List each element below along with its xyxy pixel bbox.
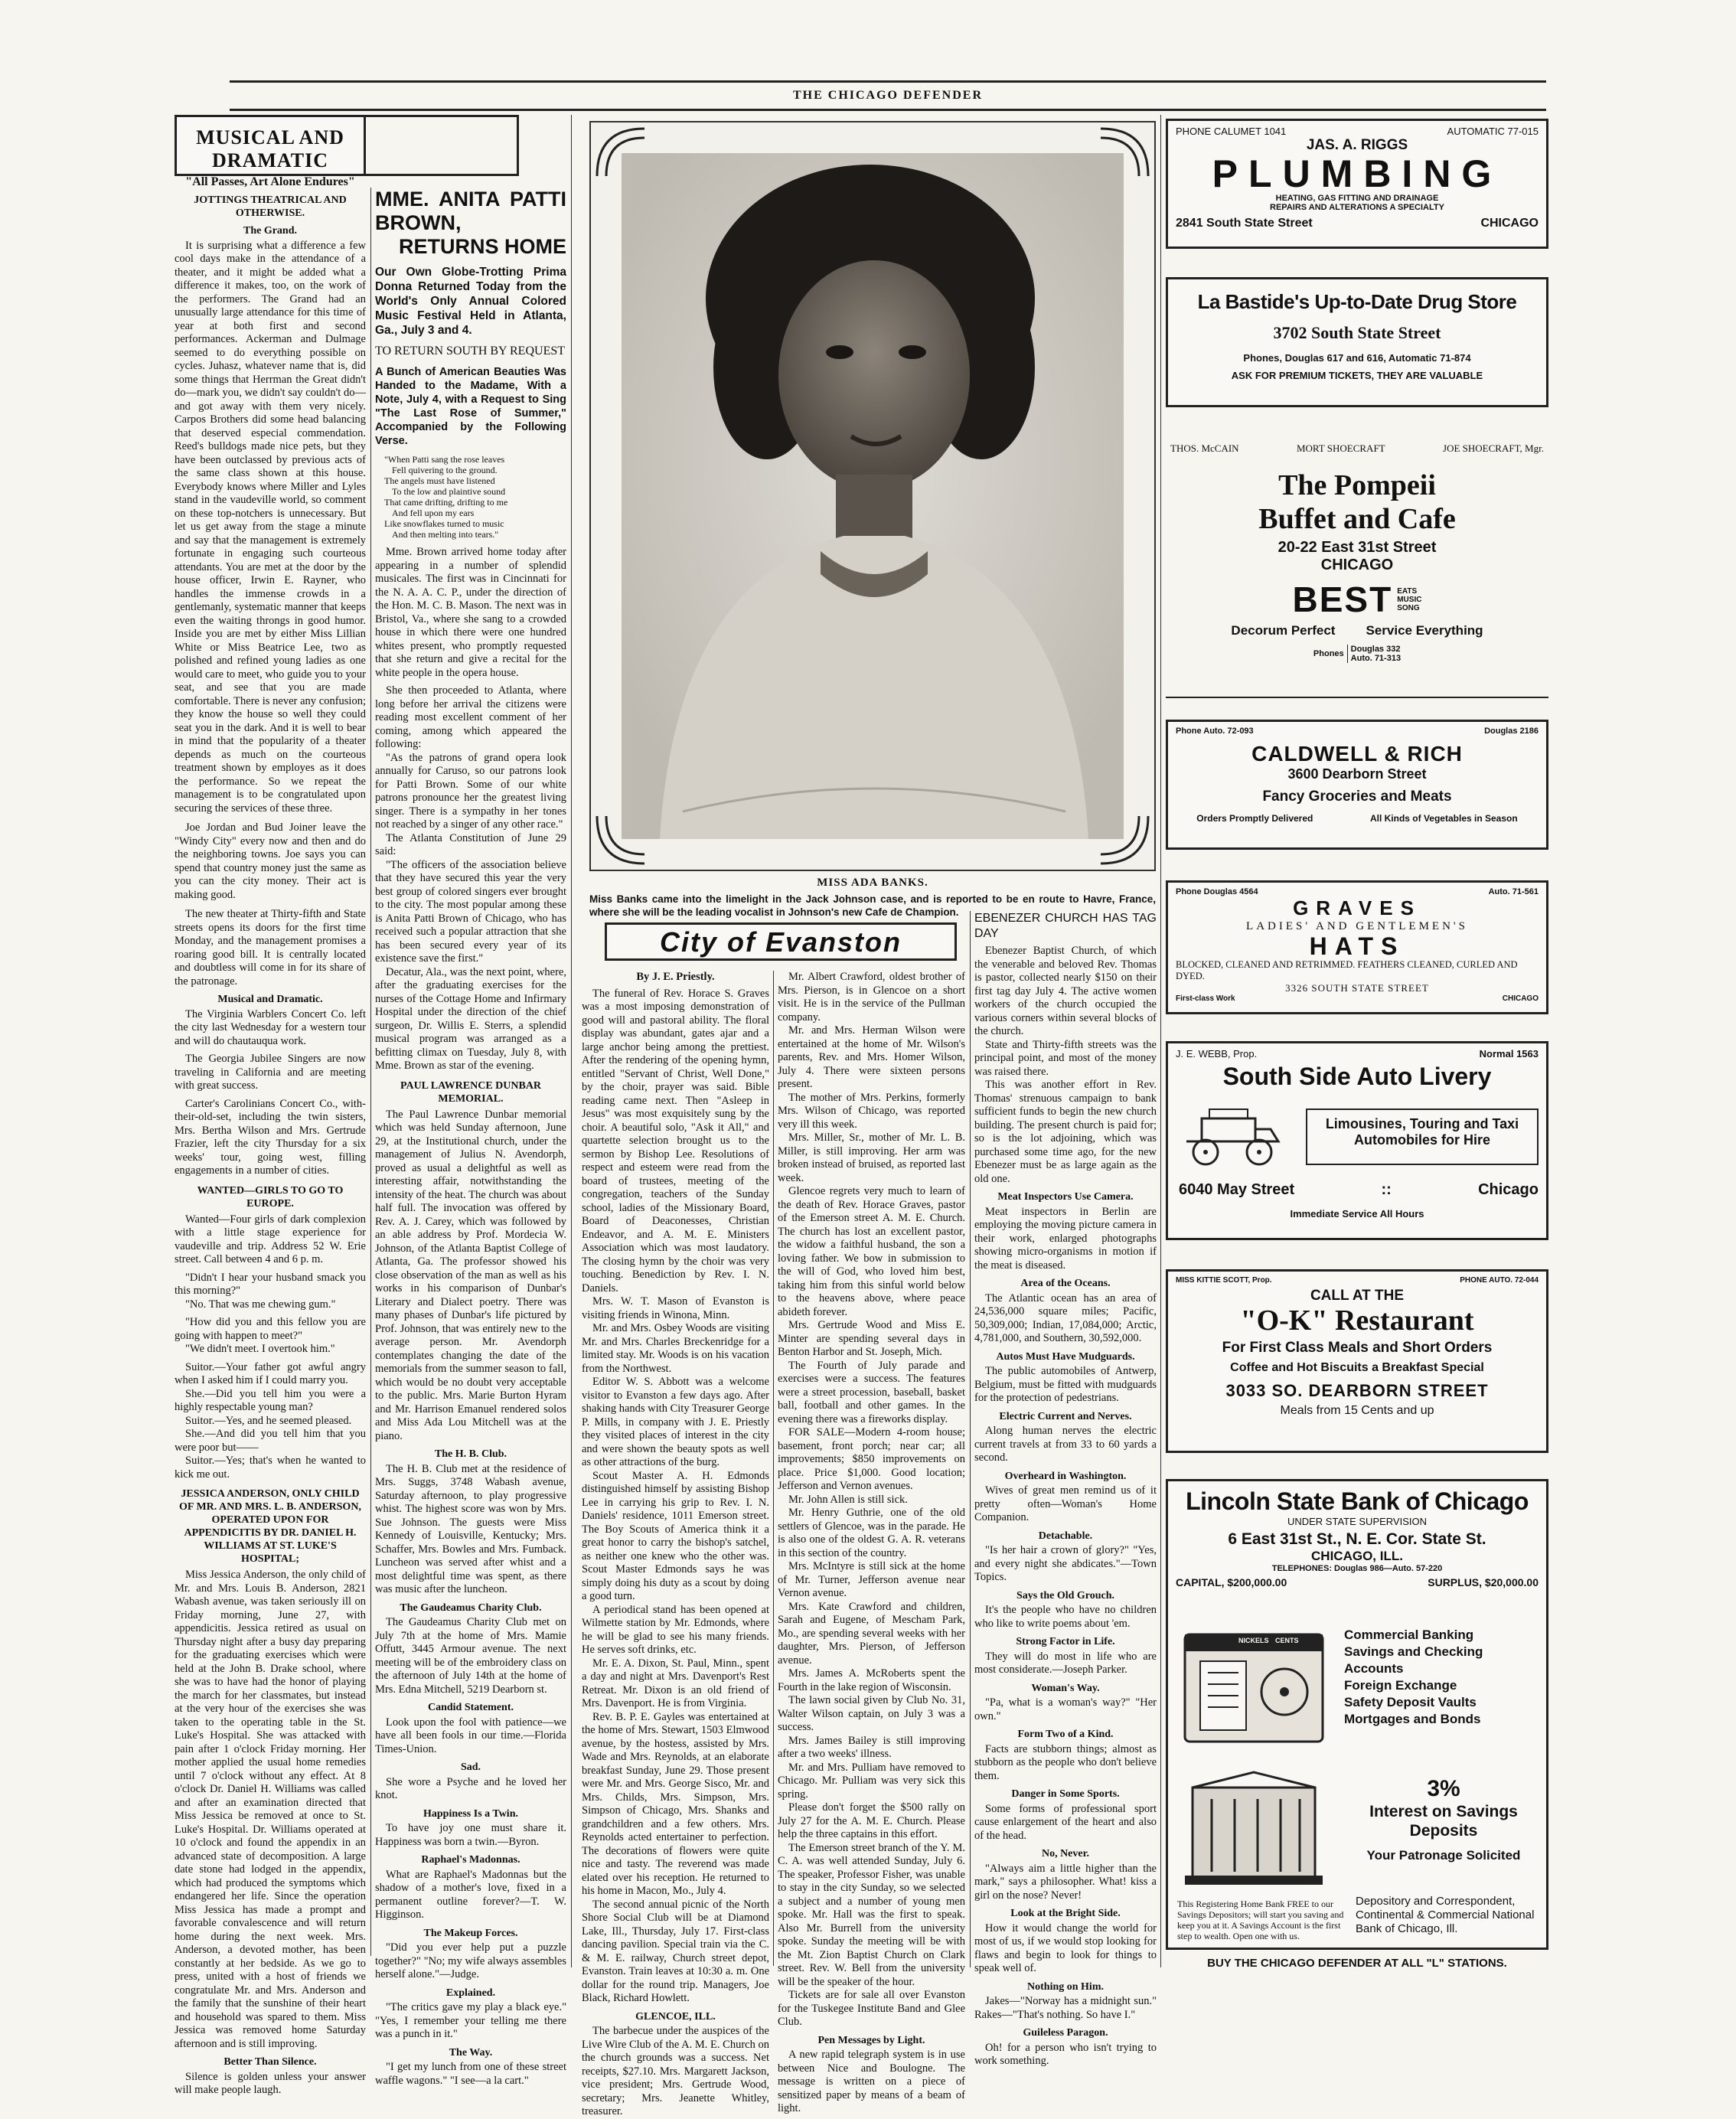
brief-body: Jakes—"Norway has a midnight sun." Rakes—"That's nothing. So have I.": [974, 1995, 1157, 2021]
brief-body: Meat inspectors in Berlin are employing the moving picture camera in their work, enlarged photographs showing micro-organisms in motion if the meat is diseased.: [974, 1205, 1157, 1272]
evanston-paragraph: Mr. E. A. Dixon, St. Paul, Minn., spent a day and night at Mrs. Davenport's Rest Retreat. Mr. Dixon is an old friend of Mrs. Davenport. He is from Virginia.: [582, 1657, 769, 1709]
pompeii-address: 20-22 East 31st Street: [1278, 539, 1437, 556]
md-article: The Virginia Warblers Concert Co. left the city last Wednesday for a western tour and will do chautauqua work.: [175, 1007, 366, 1047]
portrait-photo: [591, 122, 1154, 870]
pompeii-phone: Auto. 71-313: [1350, 654, 1402, 663]
riggs-name: JAS. A. RIGGS: [1306, 137, 1408, 153]
wanted-heading: WANTED—GIRLS TO GO TO EUROPE.: [197, 1184, 344, 1210]
pen-heading: Pen Messages by Light.: [817, 2034, 925, 2046]
evanston-paragraph: FOR SALE—Modern 4-room house; basement, front porch; near car; all improvements; $850 improvements on place. Price $1,000. Good location; Jefferson and Vernon avenues.: [778, 1426, 965, 1492]
column-rule: [970, 911, 971, 1967]
evanston-paragraph: Mrs. Gertrude Wood and Miss E. Minter are spending several days in Benton Harbor and St. Joseph, Mich.: [778, 1319, 965, 1358]
riggs-city: CHICAGO: [1480, 217, 1539, 230]
ok-line: Coffee and Hot Biscuits a Breakfast Special: [1230, 1361, 1484, 1374]
bank-services: [1344, 1627, 1543, 1728]
column-5: [974, 911, 1157, 2067]
wanted-article: Wanted—Four girls of dark complexion with a little stage experience for vaudeville and trip. Address 52 W. Erie street. Call between 4 and 6 p. m.: [175, 1213, 366, 1265]
brief-body: Along human nerves the electric current travels at from 33 to 60 yards a second.: [974, 1425, 1157, 1464]
pompeii-music: MUSIC: [1397, 595, 1422, 604]
bank-title: Lincoln State Bank of Chicago: [1186, 1487, 1529, 1515]
happy-article: To have joy one must share it. Happiness was born a twin.—Byron.: [375, 1822, 566, 1848]
brief-heading: Form Two of a Kind.: [1017, 1729, 1114, 1740]
brief-body: "Always aim a little higher than the mark," says a philosopher. What! kiss a girl on the nose? Never!: [974, 1862, 1157, 1902]
pompeii-song: SONG: [1397, 603, 1420, 612]
brief-body: Some forms of professional sport cause enlargement of the heart and also of the head.: [974, 1802, 1157, 1842]
joke-line: She.—Did you tell him you were a highly respectable young man?: [175, 1387, 366, 1413]
makeup-heading: The Makeup Forces.: [423, 1927, 518, 1939]
automobile-icon: [1179, 1105, 1286, 1170]
raphael-article: What are Raphael's Madonnas but the shadow of a mother's love, fixed in a permanent outline forever?—T. W. Higginson.: [375, 1868, 566, 1921]
pompeii-phone: Douglas 332: [1350, 645, 1401, 654]
evanston-paragraph: Mrs. James Bailey is still improving after a two weeks' illness.: [778, 1734, 965, 1760]
evanston-paragraph: The mother of Mrs. Perkins, formerly Mrs. Wilson of Chicago, was reported very ill this week.: [778, 1091, 965, 1131]
explained-article: "The critics gave my play a black eye." "Yes, I remember your telling me there was a punch in it.": [375, 2001, 566, 2040]
bank-service: Savings and Checking Accounts: [1344, 1644, 1483, 1676]
jessica-article: Miss Jessica Anderson, the only child of Mr. and Mrs. Louis B. Anderson, 2821 Wabash avenue, was taken seriously ill on Friday morning, June 27, with appendicitis. Jessica retired as usual on Thursday night after a busy day preparing for the graduating exercises which were held at the John B. Drake school, where she was to have had the honor of playing the march for her classmates, but instead at the very hour of the exercises she was taken to the operating table in the St. Luke's Hospital. She was attacked with pain after 1 o'clock Friday morning. Her mother applied the usual home remedies until 7 o'clock without any effect. At 8 o'clock Dr. Daniel H. Williams was called and after an examination directed that Miss Jessica be removed at once to St. Luke's Hospital. Dr. Williams operated at 10 o'clock and found the appendix in an advanced state of decomposition. A large date stone had lodged in the appendix, which had produced the symptoms which endangered her life. Since the operation Miss Jessica has made a prompt and favorable convalescence and will return home during the next week. Mrs. Anderson, a devoted mother, has been constantly at her bedside. As we go to press, united with a host of friends we congratulate Mr. and Mrs. Anderson and the family that the sunshine of their heart and household was spared to them. Miss Jessica was removed home Saturday afternoon and is still improving.: [175, 1569, 366, 2050]
brief-body: How it would change the world for most of us, if we would stop looking for flaws and begin to look for things to speak well of.: [974, 1921, 1157, 1974]
brief-heading: Guileless Paragon.: [1023, 2027, 1108, 2039]
evanston-paragraph: Please don't forget the $500 rally on July 27 for the A. M. E. Church. Please help the three captains in this effort.: [778, 1801, 965, 1840]
evanston-paragraph: Mr. John Allen is still sick.: [788, 1493, 908, 1506]
ad-ok-restaurant: [1166, 1269, 1548, 1453]
silence-article: Silence is golden unless your answer will make people laugh.: [175, 2070, 366, 2096]
brief-body: "Is her hair a crown of glory?" "Yes, and every night she abdicates."—Town Topics.: [974, 1544, 1157, 1583]
evanston-paragraph: Mrs. McIntyre is still sick at the home of Mr. Turner, Jefferson avenue near Vernon avenue.: [778, 1560, 965, 1599]
gaud-heading: The Gaudeamus Charity Club.: [400, 1601, 542, 1614]
ad-riggs: [1166, 119, 1548, 249]
evanston-left-column: [582, 971, 769, 2117]
evanston-paragraph: Mrs. Kate Crawford and children, Sarah and Eugene, of Mescham Park, Mo., are spending several weeks with her daughter, Mrs. Pierson, of Jefferson avenue.: [778, 1600, 965, 1667]
masthead: THE CHICAGO DEFENDER: [230, 80, 1546, 111]
explained-heading: Explained.: [445, 1987, 496, 1999]
brief-heading: Autos Must Have Mudguards.: [996, 1350, 1135, 1363]
patti-paragraph: She then proceeded to Atlanta, where long before her arrival the citizens were reading most excellent comment of her coming, among which appeared the following:: [375, 684, 566, 750]
webb-box-line: Automobiles for Hire: [1353, 1132, 1490, 1148]
evanston-paragraph: Mr. Henry Guthrie, one of the old settlers of Glencoe, was in the parade. He is also one of the oldest G. A. R. veterans in this section of the country.: [778, 1507, 965, 1559]
grand-heading: The Grand.: [243, 225, 297, 237]
column-rule: [370, 188, 371, 1956]
patti-deck: Our Own Globe-Trotting Prima Donna Returned Today from the World's Only Annual Colored Music Festival Held in Atlanta, Ga., July 3 and 4.: [375, 266, 566, 337]
bank-address: 6 East 31st St., N. E. Cor. State St.: [1228, 1530, 1486, 1548]
pen-article: A new rapid telegraph system is in use between Nice and Boulogne. The message is written on a piece of sensitized paper by means of a beam of light.: [778, 2049, 965, 2114]
ebenezer-article-3: This was another effort in Rev. Thomas' strenuous campaign to bank sufficient funds to begin the new church building. The present church is paid for; so is the lot adjoining, which was purchased some time ago, for the new Ebenezer must be as large again as the old one.: [974, 1079, 1157, 1185]
graves-hats: HATS: [1309, 932, 1405, 960]
graves-footer: First-class Work: [1176, 994, 1235, 1003]
labastide-title: La Bastide's Up-to-Date Drug Store: [1197, 290, 1517, 313]
hb-article: The H. B. Club met at the residence of Mrs. Suggs, 3748 Wabash avenue, Saturday afternoon, to play progressive whist. The highest score was won by Mrs. Sue Johnson. The guests were Miss Kennedy of Louisville, Kentucky; Mrs. Schaffer, Mrs. Bowles and Mrs. Fumback. Luncheon was served after whist and a most delightful time was spent, as there was music after the luncheon.: [375, 1462, 566, 1595]
pompeii-tagline: Service Everything: [1366, 623, 1483, 638]
home-bank-icon: [1177, 1768, 1338, 1895]
riggs-automatic: AUTOMATIC 77-015: [1447, 126, 1539, 137]
evanston-paragraph: Mrs. Miller, Sr., mother of Mr. L. B. Miller, is still improving. Her arm was broken instead of bruised, as reported last week.: [778, 1131, 965, 1184]
webb-note: Immediate Service All Hours: [1290, 1208, 1424, 1219]
bank-depository: Depository and Correspondent, Continental & Commercial National Bank of Chicago, Ill.: [1356, 1895, 1535, 1935]
labastide-address: 3702 South State Street: [1273, 323, 1441, 342]
evanston-paragraph: Mr. and Mrs. Herman Wilson were entertained at the home of Mr. Wilson's parents, Rev. and Mrs. Homer Wilson, July 4. There were sixteen persons present.: [778, 1024, 965, 1090]
brief-heading: Danger in Some Sports.: [1011, 1788, 1120, 1800]
candid-article: Look upon the fool with patience—we have all been fools in our time.—Florida Times-Union.: [375, 1716, 566, 1755]
ok-phone: PHONE AUTO. 72-044: [1460, 1276, 1539, 1285]
brief-heading: No, Never.: [1041, 1848, 1090, 1859]
brief-heading: Meat Inspectors Use Camera.: [997, 1191, 1134, 1203]
ok-call: CALL AT THE: [1310, 1288, 1405, 1304]
patti-paragraph: The Atlanta Constitution of June 29 said:: [375, 831, 566, 857]
bank-supervision: UNDER STATE SUPERVISION: [1287, 1516, 1428, 1527]
bank-interest-rate: 3%: [1427, 1776, 1460, 1801]
riggs-plumbing: PLUMBING: [1212, 152, 1503, 195]
graves-phone: Phone Douglas 4564: [1176, 887, 1258, 896]
brief-heading: Overheard in Washington.: [1004, 1470, 1127, 1482]
jubilee-article: The Georgia Jubilee Singers are now traveling in California and are meeting with great success.: [175, 1053, 366, 1092]
graves-address: 3326 SOUTH STATE STREET: [1285, 982, 1429, 994]
footer-tagline: BUY THE CHICAGO DEFENDER AT ALL "L" STATIONS.: [1207, 1957, 1507, 1970]
sad-article: She wore a Psyche and he loved her knot.: [375, 1775, 566, 1801]
candid-heading: Candid Statement.: [427, 1702, 514, 1713]
pompeii-owner: MORT SHOECRAFT: [1296, 442, 1385, 454]
ebenezer-article-2: State and Thirty-fifth streets was the principal point, and most of the money was raised there.: [974, 1038, 1157, 1078]
jottings-heading: JOTTINGS THEATRICAL AND OTHERWISE.: [194, 194, 347, 219]
evanston-paragraph: Mrs. W. T. Mason of Evanston is visiting friends in Winona, Minn.: [582, 1295, 769, 1321]
photo-caption-name: MISS ADA BANKS.: [817, 877, 928, 889]
webb-phone: Normal 1563: [1479, 1048, 1539, 1060]
column-1: [175, 188, 366, 2096]
patti-deck2: A Bunch of American Beauties Was Handed to the Madame, With a Note, July 4, with a Request to Sing "The Last Rose of Summer," Accompanied by the Following Verse.: [375, 366, 566, 447]
ebenezer-heading: EBENEZER CHURCH HAS TAG DAY: [974, 912, 1157, 940]
silence-heading: Better Than Silence.: [224, 2056, 317, 2068]
graves-line: BLOCKED, CLEANED AND RETRIMMED. FEATHERS CLEANED, CURLED AND DYED.: [1176, 959, 1518, 981]
photo-caption-text: Miss Banks came into the limelight in the Jack Johnson case, and is reported to be en route to Havre, France, where she will be the leading vocalist in Johnson's new Cafe de Champion.: [589, 893, 1156, 918]
bank-phones: TELEPHONES: Douglas 986—Auto. 57-220: [1271, 1564, 1443, 1573]
pompeii-phones-label: Phones: [1313, 649, 1344, 658]
joke-line: "Didn't I hear your husband smack you this morning?": [175, 1271, 366, 1297]
webb-box-line: Limousines, Touring and Taxi: [1325, 1116, 1519, 1131]
bank-interest-text: Interest on Savings Deposits: [1369, 1803, 1518, 1840]
section-subtitle: "All Passes, Art Alone Endures": [185, 175, 355, 188]
bank-box-label: CENTS: [1275, 1637, 1299, 1644]
graves-phone: Auto. 71-561: [1488, 887, 1539, 896]
evanston-paragraph: Mr. and Mrs. Pulliam have removed to Chicago. Mr. Pulliam was very sick this spring.: [778, 1761, 965, 1801]
evanston-paragraph: Editor W. S. Abbott was a welcome visitor to Evanston a few days ago. After shaking hands with City Treasurer George P. Mills, in company with J. E. Priestly they visited places of interest in the city and were shown the beauty spots as well as other attractions of the burg.: [582, 1376, 769, 1468]
bank-city: CHICAGO, ILL.: [1311, 1549, 1403, 1563]
brief-body: "Pa, what is a woman's way?" "Her own.": [974, 1696, 1157, 1722]
sad-heading: Sad.: [460, 1761, 481, 1773]
riggs-line: HEATING, GAS FITTING AND DRAINAGE: [1275, 194, 1439, 203]
pompeii-owner: THOS. McCAIN: [1170, 442, 1239, 454]
brief-body: Oh! for a person who isn't trying to work something.: [974, 2041, 1157, 2067]
brief-heading: Look at the Bright Side.: [1010, 1908, 1121, 1919]
pompeii-tagline: Decorum Perfect: [1231, 623, 1336, 638]
poem-line: To the low and plaintive sound: [392, 486, 506, 497]
caldwell-footer: Orders Promptly Delivered: [1196, 813, 1313, 824]
column-rule: [1160, 115, 1161, 1967]
evanston-paragraph: The lawn social given by Club No. 31, Walter Wilson captain, on July 3 was a success.: [778, 1694, 965, 1733]
bank-box-labels: [1238, 1637, 1299, 1644]
brief-heading: Detachable.: [1038, 1530, 1093, 1542]
pompeii-city: CHICAGO: [1320, 557, 1394, 573]
brief-heading: Says the Old Grouch.: [1016, 1589, 1115, 1601]
ad-caldwell: [1166, 720, 1548, 850]
labastide-note: ASK FOR PREMIUM TICKETS, THEY ARE VALUABLE: [1231, 370, 1483, 381]
poem-line: And fell upon my ears: [392, 508, 475, 518]
photo-frame: [589, 121, 1156, 871]
section-title: MUSICAL AND DRAMATIC: [196, 126, 344, 171]
evanston-right-column: [778, 971, 965, 2114]
brief-body: The Atlantic ocean has an area of 24,536,000 square miles; Pacific, 50,309,000; Indian, 17,084,000; Arctic, 4,781,000, and Southern, 30,592,000.: [974, 1291, 1157, 1344]
joke-line: Suitor.—Your father got awful angry when I asked him if I could marry you.: [175, 1360, 366, 1386]
joke-line: Suitor.—Yes, and he seemed pleased.: [185, 1414, 352, 1427]
joke-line: "We didn't meet. I overtook him.": [185, 1343, 335, 1355]
evanston-paragraph: Rev. B. P. E. Gayles was entertained at the home of Mrs. Stewart, 1503 Elmwood avenue, by the hostess, assisted by Mrs. Wade and Mrs. Reynolds, at an elaborate breakfast Sunday, June 29. Those present were Mr. and Mrs. George Sisco, Mr. and Mrs. Childs, Mrs. Simpson, Mrs. Simpson of Chicago, Mrs. Shanks and grandchildren and a few others. Mrs. Reynolds acted entertainer to perfection. The decorations of flowers were quite nice and tasty. The reverend was made elated over his reception. He returned to his home in Macon, Mo., July 4.: [582, 1710, 769, 1897]
glencoe-article: The barbecue under the auspices of the Live Wire Club of the A. M. E. Church on the church grounds was a success. Net receipts, $27.10. Mrs. Margarett Jackson, vice president; Mrs. Gertrude Wood, secretary; Mrs. Jeanette Whitley, treasurer.: [582, 2025, 769, 2117]
joke-line: "No. That was me chewing gum.": [185, 1298, 336, 1311]
column-rule: [773, 971, 774, 1966]
brief-body: They will do most in life who are most considerate.—Joseph Parker.: [974, 1650, 1157, 1676]
brief-body: The public automobiles of Antwerp, Belgium, must be fitted with mudguards for the protection of pedestrians.: [974, 1365, 1157, 1404]
jordan-article: Joe Jordan and Bud Joiner leave the "Windy City" every now and then and do the neighboring towns. Joe says you can spend that country money just the same as you can the city money. Their act is making good.: [175, 821, 366, 901]
caldwell-footer: All Kinds of Vegetables in Season: [1369, 813, 1518, 824]
makeup-article: "Did you ever help put a puzzle together?" "No; my wife always assembles herself alone."—Judge.: [375, 1941, 566, 1980]
patti-headline: MME. ANITA PATTI BROWN, RETURNS HOME: [375, 188, 566, 258]
bank-service: Foreign Exchange: [1344, 1678, 1457, 1693]
pompeii-title: The Pompeii: [1278, 469, 1436, 501]
evanston-paragraph: Mrs. James A. McRoberts spent the Fourth in the lake region of Wisconsin.: [778, 1667, 965, 1693]
bank-service: Mortgages and Bonds: [1344, 1712, 1481, 1726]
patti-paragraph: Decatur, Ala., was the next point, where, after the graduating exercises for the nurses of the Cottage Home and Infirmary Hospital under the direction of the chief surgeon, Dr. Willis E. Sterrs, a splendid musical program was arranged as a befitting climax on Tuesday, July 8, with Mme. Brown as star of the evening.: [375, 965, 566, 1072]
joke-line: "How did you and this fellow you are going with happen to meet?": [175, 1316, 366, 1342]
column-rule: [571, 115, 572, 1967]
ok-title: "O-K" Restaurant: [1240, 1304, 1474, 1337]
webb-box: [1306, 1108, 1539, 1165]
column-2: [375, 188, 566, 2087]
patti-paragraph: "The officers of the association believe that they have secured this year the very best group of colored singers ever brought to the city. The most popular among these is Anita Patti Brown of Chicago, who has received such a popular attraction that she has been secured every year of its existence save the first.": [375, 858, 566, 965]
poem-line: And then melting into tears.": [392, 529, 499, 540]
ad-graves: [1166, 880, 1548, 1014]
evanston-paragraph: The Emerson street branch of the Y. M. C. A. was well attended Sunday, July 6. The speaker, Professor Fisher, was unable to stay in the city Sunday, so we selected a subject and a number of young men spoke. Mr. Hall was the first to speak. Also Mr. Burrell from the university spoke. Sunday the meeting will be with the Mt. Zion Baptist Church on Clark street. Rev. W. Bell from the university will be the speaker of the hour.: [778, 1841, 965, 1988]
bank-box-label: NICKELS: [1238, 1637, 1269, 1644]
bank-service: Safety Deposit Vaults: [1344, 1695, 1477, 1709]
way-heading: The Way.: [449, 2046, 493, 2059]
evanston-paragraph: Mr. Albert Crawford, oldest brother of Mrs. Pierson, is in Glencoe on a short visit. He is in the service of the Pullman company.: [778, 971, 965, 1024]
labastide-phones: Phones, Douglas 617 and 616, Automatic 71-874: [1243, 352, 1471, 364]
brief-heading: Nothing on Him.: [1027, 1980, 1104, 1993]
ok-line: For First Class Meals and Short Orders: [1222, 1340, 1493, 1356]
ok-address: 3033 SO. DEARBORN STREET: [1225, 1381, 1489, 1400]
happy-heading: Happiness Is a Twin.: [423, 1807, 518, 1820]
bank-home-bank-note: This Registering Home Bank FREE to our Savings Depositors; will start you saving and keep you at it. A Savings Account is the first step to wealth. Open one with us.: [1177, 1899, 1344, 1941]
bank-surplus: SURPLUS, $20,000.00: [1428, 1576, 1539, 1588]
pompeii-eats: EATS: [1397, 586, 1418, 596]
webb-title: South Side Auto Livery: [1222, 1063, 1492, 1090]
section-header-extension: [366, 115, 519, 176]
evanston-banner: [605, 922, 957, 961]
pompeii-title: Buffet and Cafe: [1258, 503, 1456, 535]
joke-line: She.—And did you tell him that you were poor but——: [175, 1428, 366, 1454]
evanston-paragraph: The Fourth of July parade and exercises were a success. The features were a street procession, baseball, basket ball, football and other games. In the evening there was a fireworks display.: [778, 1359, 965, 1425]
evanston-byline: By J. E. Priestly.: [636, 971, 715, 983]
webb-separator: ::: [1381, 1181, 1392, 1198]
ad-divider: [1166, 697, 1548, 698]
patti-paragraph: "As the patrons of grand opera look annually for Caruso, so our patrons look for Patti Brown. Some of our white patrons pronounce her the greatest living singer. There is a sympathy in her tones not reached by a singer of any other race.": [375, 751, 566, 831]
carter-article: Carter's Carolinians Concert Co., with-their-old-set, including the twin sisters, Mrs. Bertha Wilson and Mrs. Gertrude Frazier, left the city Thursday for a six weeks' tour, going west, filling engagements in a number of cities.: [175, 1097, 366, 1177]
graves-sub: LADIES' AND GENTLEMEN'S: [1246, 920, 1468, 932]
poem-line: Fell quivering to the ground.: [392, 465, 498, 475]
ad-pompeii: [1166, 438, 1548, 691]
patti-poem: [375, 454, 566, 540]
caldwell-sub: Fancy Groceries and Meats: [1262, 789, 1452, 805]
ebenezer-article: Ebenezer Baptist Church, of which the venerable and beloved Rev. Thomas is pastor, collected nearly $150 on their first tag day July 4. The active women workers of the church occupied the various corners within several blocks of the church.: [974, 945, 1157, 1037]
patti-request: TO RETURN SOUTH BY REQUEST: [375, 344, 566, 358]
evanston-paragraph: The funeral of Rev. Horace S. Graves was a most imposing demonstration of good will and pastoral ability. The floral display was abundant, gates ajar and a large anchor being among the prettiest. After the rendering of the opening hymn, entitled "Servant of Christ, Well Done," by the choir, prayer was said. Bible reading came next. Then "Asleep in Jesus" was most exquisitely sung by the choir. A beautiful solo, "Ask it All," and quartette selection brought us to the sermon by Bishop Lee. Resolutions of respect and esteem were read from the board of trustees, meeting of the congregation, teachers of the Sunday school, ladies of the Missionary Board, Board of Deaconesses, Christian Endeavor, and A. M. E. Ministers Association which was most laudatory. The closing hymn by the choir was very touching. Benediction by Rev. I. N. Daniels.: [582, 987, 769, 1295]
evanston-paragraph: Tickets are for sale all over Evanston for the Tuskegee Institute Band and Glee Club.: [778, 1989, 965, 2028]
webb-proprietor: J. E. WEBB, Prop.: [1176, 1048, 1258, 1060]
riggs-phone: PHONE CALUMET 1041: [1176, 126, 1287, 137]
evanston-paragraph: Glencoe regrets very much to learn of the death of Rev. Horace Graves, pastor of the Emerson street A. M. E. Church. The church has lost an excellent pastor, the widow a faithful husband, the son a loving father. We bow in submission to the will of God, who loved him best, taking him from this sinful world below to the heavens above, where peace abideth forever.: [778, 1185, 965, 1318]
brief-heading: Electric Current and Nerves.: [999, 1410, 1132, 1422]
dunbar-article: The Paul Lawrence Dunbar memorial which was held Sunday afternoon, June 29, at the Institutional church, under the management of Julius N. Avendorph, proved as usual a delightful as well as interesting affair, notwithstanding the intensity of the heat. The church was about half full. The invocation was offered by Rev. A. J. Carey, which was followed by an able address by Prof. Mordecia W. Johnson, of the Atlanta Baptist College of Atlanta, Ga. The professor showed his close observation of the man as well as his works in his comparison of Dunbar's Literary and Dialect poetry. There was many phases of Dunbar's life pictured by Prof. Johnson, that was entirely new to the average person. Mr. Avendorph contemplates changing the date of the memorials from the summer season to fall, which would be no doubt very acceptable to the public. Mrs. Marie Burton Hyram and Mr. Harrison Emanuel rendered solos and Miss Ada Lou Mitchell was at the piano.: [375, 1108, 566, 1442]
gaud-article: The Gaudeamus Charity Club met on July 7th at the home of Mrs. Mamie Offutt, 3445 Armour avenue. The next meeting will be of the embroidery class on the afternoon of July 14th at the home of Mrs. Edna Mitchell, 5219 Dearborn st.: [375, 1616, 566, 1696]
way-article: "I get my lunch from one of these street waffle wagons." "I see—a la cart.": [375, 2061, 566, 2087]
glencoe-heading: GLENCOE, ILL.: [635, 2010, 716, 2023]
caldwell-title: CALDWELL & RICH: [1251, 742, 1463, 766]
poem-line: "When Patti sang the rose leaves: [384, 454, 505, 465]
graves-footer: CHICAGO: [1502, 994, 1539, 1003]
poem-line: That came drifting, drifting to me: [384, 497, 508, 508]
new-theater-article: The new theater at Thirty-fifth and State streets opens its doors for the first time Monday, and the management promises a roaring good bill. It is centrally located and doubtless will come in for its share of the patronage.: [175, 908, 366, 988]
md-heading: Musical and Dramatic.: [217, 994, 323, 1005]
brief-heading: Woman's Way.: [1031, 1682, 1100, 1694]
raphael-heading: Raphael's Madonnas.: [421, 1854, 520, 1866]
pompeii-best: BEST: [1292, 580, 1393, 619]
bank-service: Commercial Banking: [1344, 1628, 1474, 1642]
graves-title: GRAVES: [1293, 896, 1421, 919]
evanston-paragraph: A periodical stand has been opened at Wilmette station by Mr. Edmonds, where he will be glad to see his many friends. He serves soft drinks, etc.: [582, 1603, 769, 1656]
brief-heading: Area of the Oceans.: [1020, 1278, 1111, 1289]
evanston-paragraph: Mr. and Mrs. Osbey Woods are visiting Mr. and Mrs. Charles Breckenridge for a limited stay. Mr. Woods is on his vacation from the Northwest.: [582, 1322, 769, 1375]
bank-capital: CAPITAL, $200,000.00: [1176, 1576, 1287, 1588]
poem-line: Like snowflakes turned to music: [384, 518, 504, 529]
caldwell-address: 3600 Dearborn Street: [1287, 766, 1427, 782]
riggs-line: REPAIRS AND ALTERATIONS A SPECIALTY: [1270, 203, 1444, 212]
joke-line: Suitor.—Yes; that's when he wanted to kick me out.: [175, 1455, 366, 1481]
caldwell-phone: Phone Auto. 72-093: [1176, 726, 1254, 736]
hb-heading: The H. B. Club.: [434, 1448, 507, 1460]
evanston-paragraph: The second annual picnic of the North Shore Social Club will be at Diamond Lake, Ill., Thursday, July 17. First-class dancing pavilion. Special train via the C. & M. E. railway, Church street depot, Evanston. Train leaves at 10:30 a. m. One dollar for the round trip. Managers, Joe Black, Richard Howlett.: [582, 1898, 769, 2004]
jessica-heading: JESSICA ANDERSON, ONLY CHILD OF MR. AND MRS. L. B. ANDERSON, OPERATED UPON FOR APPENDICITIS BY DR. DANIEL H. WILLIAMS AT ST. LUKE'S HOSPITAL;: [179, 1488, 361, 1565]
riggs-address: 2841 South State Street: [1176, 217, 1313, 230]
brief-heading: Strong Factor in Life.: [1016, 1636, 1115, 1647]
section-header: [175, 115, 366, 188]
evanston-banner-text: City of Evanston: [659, 926, 902, 958]
brief-body: Facts are stubborn things; almost as stubborn as the people who don't believe them.: [974, 1742, 1157, 1782]
bank-patronage: Your Patronage Solicited: [1366, 1848, 1521, 1863]
webb-city: Chicago: [1478, 1181, 1539, 1198]
brief-body: Wives of great men remind us of it pretty often—Woman's Home Companion.: [974, 1484, 1157, 1523]
pompeii-manager: JOE SHOECRAFT, Mgr.: [1443, 442, 1544, 454]
caldwell-phone: Douglas 2186: [1484, 726, 1539, 736]
ad-lincoln-bank: [1166, 1479, 1548, 1950]
bank-interest: [1344, 1776, 1543, 1863]
evanston-paragraph: Scout Master A. H. Edmonds distinguished himself by assisting Bishop Lee in carrying his grip to Rev. I. N. Daniels' residence, 1011 Emerson street. The Boy Scouts of America think it a great honor to carry the bishop's satchel, as neither one knew who the other was. Scout Master Edmonds says he was simply doing his duty as a scout by doing a good turn.: [582, 1469, 769, 1602]
ok-proprietor: MISS KITTIE SCOTT, Prop.: [1176, 1276, 1272, 1285]
jokes-list: [175, 1272, 366, 1482]
patti-paragraph: Mme. Brown arrived home today after appearing in a number of splendid musicales. The first was in Cincinnati for the N. A. A. C. P., under the direction of the Hon. M. C. B. Mason. The next was in Bristol, Va., where she sang to a crowded house in which there were one hundred whites present, who promptly requested that she return and give a recital for the white people in the opera house.: [375, 546, 566, 679]
poem-line: The angels must have listened: [384, 475, 495, 486]
ad-webb: [1166, 1041, 1548, 1240]
dunbar-heading: PAUL LAWRENCE DUNBAR MEMORIAL.: [400, 1079, 542, 1105]
webb-address: 6040 May Street: [1179, 1181, 1295, 1198]
brief-body: It's the people who have no children who like to write poems about 'em.: [974, 1604, 1157, 1630]
grand-article: It is surprising what a difference a few cool days make in the attendance of a theater, and it might be added what a difference it makes, too, on the work of the performers. The Grand had an unusually large attendance for this time of year at both first and second performances. Ackerman and Dulmage seemed to do everything possible on cycles. Juhasz, whatever name that is, did some things that Herrman the Great didn't do—mark you, we didn't say couldn't do—and got away with them very nicely. Carpos Brothers did some head balancing that deserved especial commendation. Reed's bulldogs made nice pets, but they have been outclassed by previous acts of the same class shown at this house. Everybody knows where Miller and Lyles stand in the vaudeville world, so comment on these top-notchers is unnecessary. But let us get away from the stage a minute and say that the management is extremely fortunate in engaging such courteous attendants. You are met at the door by the house officer, Irwin E. Rayner, who handles the immense crowds in a gentlemanly, systematic manner that keeps even the waiting throngs in good humor. Inside you are met by either Miss Lillian White or Miss Beatrice Lee, two as polished and refined young ladies as one would care to meet, who guide you to your seat, and see that you are made comfortable. There is never any confusion; they know the house so well they could seat you in the dark. And it is well to bear in mind that the popularity of a theater depends as much on the courteous treatment shown by employes as it does the performance. So we repeat the management is to be congratulated upon securing the services of these three.: [175, 239, 366, 815]
ok-footer: Meals from 15 Cents and up: [1280, 1404, 1434, 1417]
ad-labastide: [1166, 277, 1548, 407]
